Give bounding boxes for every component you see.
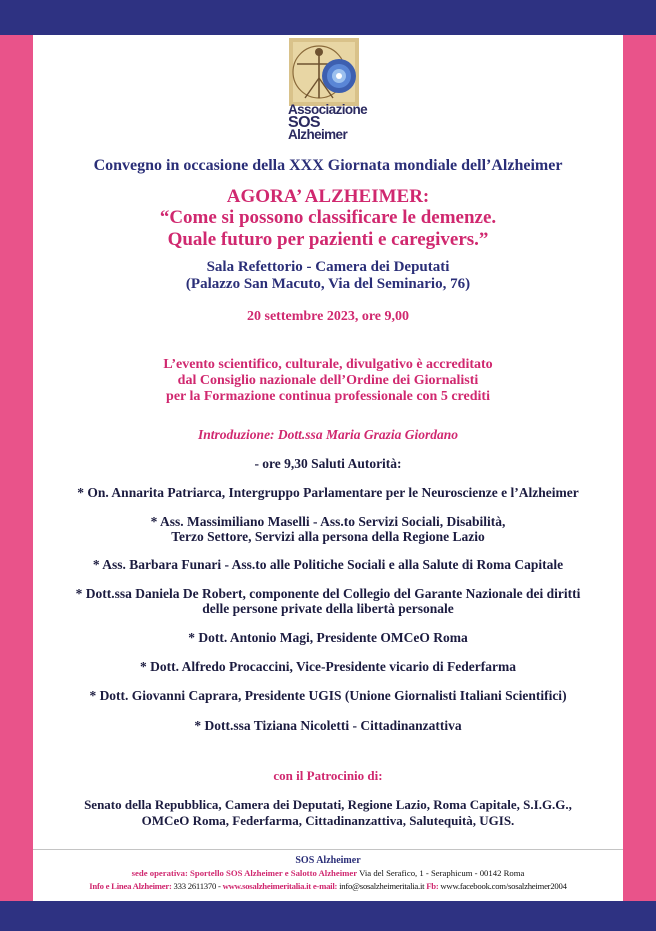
accreditation-line-2: dal Consiglio nazionale dell’Ordine dei Giornalisti <box>177 373 479 388</box>
email-link[interactable]: info@sosalzheimeritalia.it <box>339 881 425 891</box>
speaker-patriarca: * On. Annarita Patriarca, Intergruppo Parlamentare per le Neuroscienze e l’Alzheimer <box>77 485 579 500</box>
association-logo <box>285 38 370 148</box>
footer-divider <box>33 849 623 850</box>
introduction: Introduzione: Dott.ssa Maria Grazia Giordano <box>198 427 458 442</box>
logo-line-1: Associazione <box>288 102 368 117</box>
top-navy-bar <box>0 0 656 35</box>
event-date: 20 settembre 2023, ore 9,00 <box>247 309 409 324</box>
email-label: e-mail: <box>312 881 338 891</box>
venue-line-1: Sala Refettorio - Camera dei Deputati <box>206 259 450 275</box>
speaker-procaccini: * Dott. Alfredo Procaccini, Vice-Presidente vicario di Federfarma <box>139 659 517 674</box>
convegno-heading: Convegno in occasione della XXX Giornata mondiale dell’Alzheimer <box>93 157 563 174</box>
speaker-caprara: * Dott. Giovanni Caprara, Presidente UGIS (Unione Giornalisti Italiani Scientifici) <box>89 688 567 703</box>
sede-label: sede operativa: <box>131 868 188 878</box>
accreditation-line-1: L’evento scientifico, culturale, divulgativo è accreditato <box>163 357 493 372</box>
event-title-line-3: Quale futuro per pazienti e caregivers.” <box>167 229 489 250</box>
patrocinio-line-1: Senato della Repubblica, Camera dei Deputati, Regione Lazio, Roma Capitale, S.I.G.G., <box>84 797 572 812</box>
speaker-maselli-line-2: Terzo Settore, Servizi alla persona della Regione Lazio <box>171 529 485 544</box>
speaker-maselli-line-1: * Ass. Massimiliano Maselli - Ass.to Servizi Sociali, Disabilità, <box>150 514 506 529</box>
right-pink-border <box>623 35 656 901</box>
bottom-navy-bar <box>0 901 656 931</box>
logo-wordmark <box>288 104 367 141</box>
footer-contacts <box>33 881 623 891</box>
left-pink-border <box>0 35 33 901</box>
event-title-line-2: “Come si possono classificare le demenze. <box>159 207 497 228</box>
speaker-de-robert-line-2: delle persone private della libertà personale <box>202 601 454 616</box>
sede-name: Sportello SOS Alzheimer e Salotto Alzheimer <box>190 868 357 878</box>
saluti-heading: - ore 9,30 Saluti Autorità: <box>254 456 402 471</box>
logo-line-2: SOS <box>288 114 320 131</box>
fb-label: Fb: <box>426 881 439 891</box>
sede-address: Via del Serafico, 1 - Seraphicum - 00142 Roma <box>359 868 525 878</box>
footer-org-name: SOS Alzheimer <box>295 855 361 866</box>
venue-line-2: (Palazzo San Macuto, Via del Seminario, 76) <box>185 276 471 292</box>
speaker-funari: * Ass. Barbara Funari - Ass.to alle Politiche Sociali e alla Salute di Roma Capitale <box>92 557 564 572</box>
info-label: Info e Linea Alzheimer: <box>89 881 172 891</box>
patrocinio-label: con il Patrocinio di: <box>273 768 383 783</box>
patrocinio-line-2: OMCeO Roma, Federfarma, Cittadinanzattiva, Salutequità, UGIS. <box>141 813 515 828</box>
phone-number: 333 2611370 - <box>173 881 221 891</box>
vitruvian-spiral-logo-icon <box>289 38 359 106</box>
logo-line-3: Alzheimer <box>288 127 348 142</box>
facebook-link[interactable]: www.facebook.com/sosalzheimer2004 <box>440 881 567 891</box>
event-title-line-1: AGORA’ ALZHEIMER: <box>226 186 430 207</box>
footer-sede <box>33 868 623 878</box>
speaker-de-robert-line-1: * Dott.ssa Daniela De Robert, componente del Collegio del Garante Nazionale dei diritti <box>75 586 581 601</box>
speaker-nicoletti: * Dott.ssa Tiziana Nicoletti - Cittadinanzattiva <box>194 718 462 733</box>
speaker-magi: * Dott. Antonio Magi, Presidente OMCeO Roma <box>188 630 468 645</box>
accreditation-line-3: per la Formazione continua professionale con 5 crediti <box>166 389 490 404</box>
website-link[interactable]: www.sosalzheimeritalia.it <box>222 881 311 891</box>
